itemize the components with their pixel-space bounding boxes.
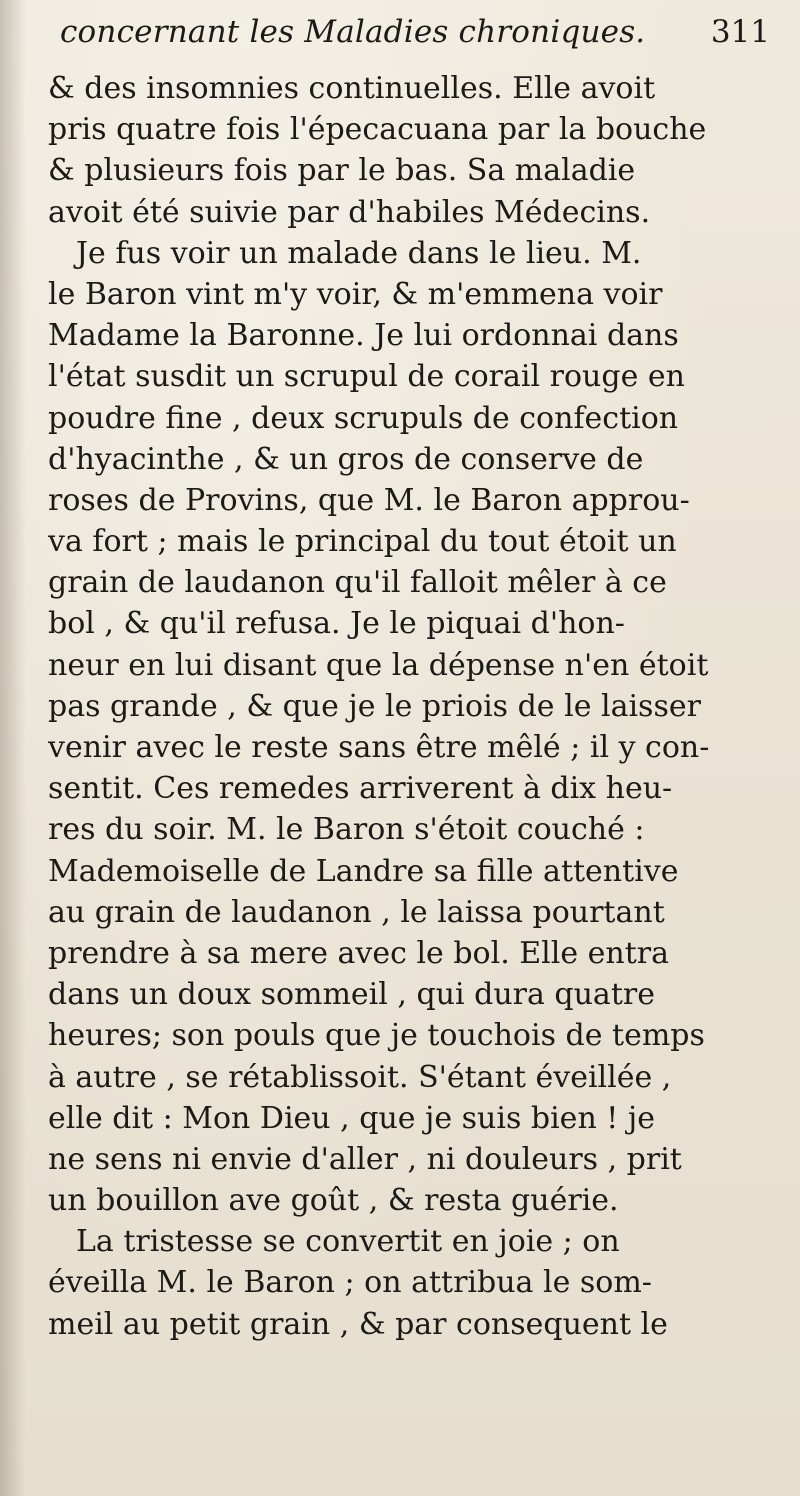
text-line: un bouillon ave goût , & resta guérie.	[48, 1183, 619, 1219]
text-line: d'hyacinthe , & un gros de conserve de	[48, 441, 644, 477]
text-line: sentit. Ces remedes arriverent à dix heu-	[48, 771, 673, 807]
text-line: neur en lui disant que la dépense n'en étoit	[48, 647, 709, 683]
binding-shadow	[0, 0, 26, 1496]
text-line: elle dit : Mon Dieu , que je suis bien ! je	[48, 1100, 655, 1136]
text-line: meil au petit grain , & par consequent le	[48, 1306, 668, 1342]
text-line: prendre à sa mere avec le bol. Elle entra	[48, 935, 670, 971]
text-line: dans un doux sommeil , qui dura quatre	[48, 977, 655, 1013]
body-text	[48, 68, 778, 1345]
text-line: avoit été suivie par d'habiles Médecins.	[48, 194, 651, 230]
text-line: éveilla M. le Baron ; on attribua le som-	[48, 1265, 652, 1301]
text-line: va fort ; mais le principal du tout étoit un	[48, 524, 677, 560]
text-line: au grain de laudanon , le laissa pourtant	[48, 894, 665, 930]
text-line: poudre fine , deux scrupuls de confection	[48, 400, 679, 436]
running-title: concernant les Maladies chroniques.	[60, 14, 646, 50]
page-number: 311	[710, 14, 770, 50]
text-line: Je fus voir un malade dans le lieu. M.	[76, 235, 642, 271]
text-line: pris quatre fois l'épecacuana par la bouche	[48, 112, 707, 148]
text-line: La tristesse se convertit en joie ; on	[76, 1224, 620, 1260]
text-line: roses de Provins, que M. le Baron approu-	[48, 482, 690, 518]
text-line: pas grande , & que je le priois de le laisser	[48, 688, 701, 724]
text-line: l'état susdit un scrupul de corail rouge en	[48, 359, 685, 395]
text-line: & plusieurs fois par le bas. Sa maladie	[48, 153, 636, 189]
text-line: venir avec le reste sans être mêlé ; il y con-	[48, 730, 710, 765]
text-line: res du soir. M. le Baron s'étoit couché :	[48, 812, 645, 848]
text-line: bol , & qu'il refusa. Je le piquai d'hon-	[48, 606, 625, 642]
text-line: heures; son pouls que je touchois de temps	[48, 1018, 705, 1054]
text-line: à autre , se rétablissoit. S'étant éveillée ,	[48, 1059, 672, 1095]
page-header	[60, 14, 770, 62]
text-line: le Baron vint m'y voir, & m'emmena voir	[48, 276, 663, 312]
text-line: Mademoiselle de Landre sa fille attentive	[48, 853, 679, 889]
text-line: ne sens ni envie d'aller , ni douleurs , prit	[48, 1141, 682, 1177]
text-line: Madame la Baronne. Je lui ordonnai dans	[48, 318, 679, 354]
text-line: & des insomnies continuelles. Elle avoit	[48, 71, 656, 106]
text-line: grain de laudanon qu'il falloit mêler à ce	[48, 565, 667, 601]
